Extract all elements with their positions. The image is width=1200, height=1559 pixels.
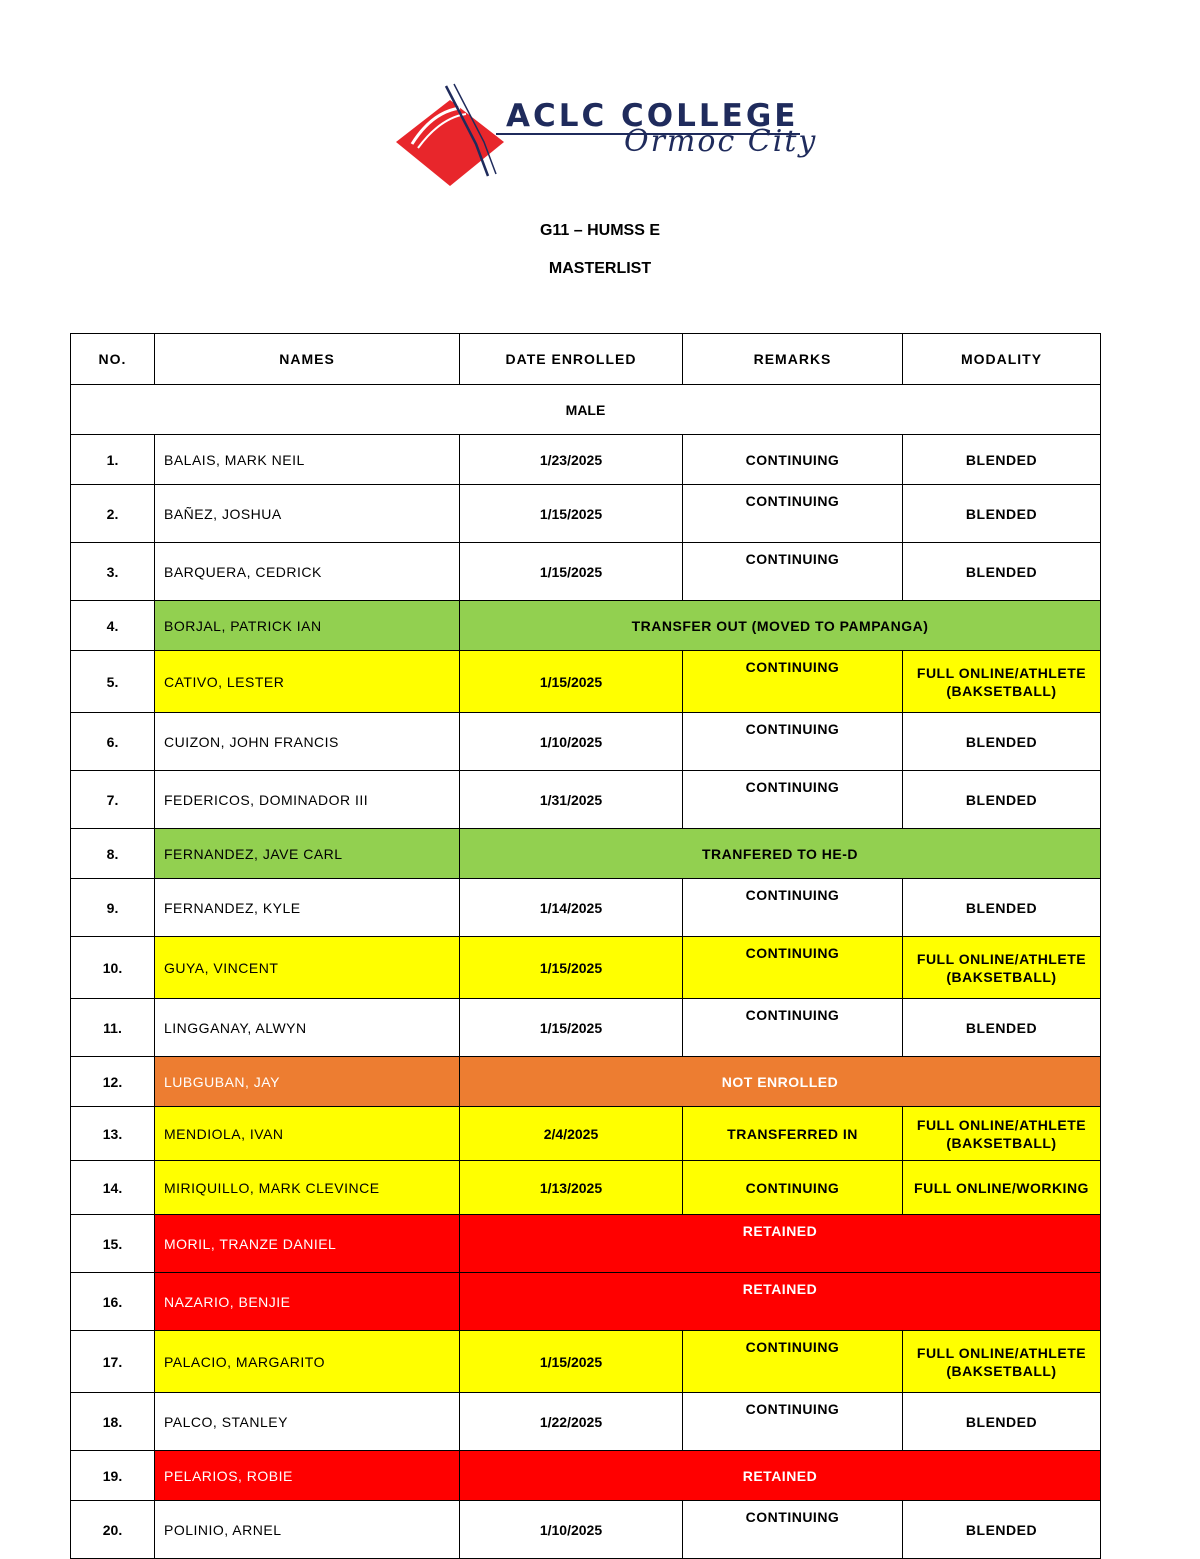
modality-cell: BLENDED	[903, 1393, 1101, 1451]
row-number: 2.	[71, 485, 155, 543]
row-number: 11.	[71, 999, 155, 1057]
table-row	[71, 1107, 1101, 1161]
row-number: 4.	[71, 601, 155, 651]
student-name: MENDIOLA, IVAN	[155, 1107, 460, 1161]
row-number: 3.	[71, 543, 155, 601]
col-header-names: NAMES	[155, 334, 460, 385]
table-row	[71, 937, 1101, 999]
col-header-modality: MODALITY	[903, 334, 1101, 385]
modality-cell: BLENDED	[903, 485, 1101, 543]
student-name: LUBGUBAN, JAY	[155, 1057, 460, 1107]
table-row	[71, 1057, 1101, 1107]
modality-cell: FULL ONLINE/ATHLETE (BAKSETBALL)	[903, 937, 1101, 999]
section-row	[71, 385, 1101, 435]
modality-cell: FULL ONLINE/ATHLETE (BAKSETBALL)	[903, 651, 1101, 713]
aclc-college-logo	[392, 82, 818, 190]
table-row	[71, 601, 1101, 651]
table-row	[71, 1331, 1101, 1393]
remarks-cell: CONTINUING	[683, 1393, 903, 1451]
student-name: CATIVO, LESTER	[155, 651, 460, 713]
row-number: 18.	[71, 1393, 155, 1451]
row-number: 5.	[71, 651, 155, 713]
row-number: 8.	[71, 829, 155, 879]
date-enrolled: 1/15/2025	[460, 937, 683, 999]
modality-cell: BLENDED	[903, 771, 1101, 829]
date-enrolled: 1/10/2025	[460, 1501, 683, 1559]
remarks-cell: CONTINUING	[683, 937, 903, 999]
date-enrolled: 1/15/2025	[460, 1331, 683, 1393]
student-name: POLINIO, ARNEL	[155, 1501, 460, 1559]
section-label: MALE	[71, 385, 1101, 435]
student-name: GUYA, VINCENT	[155, 937, 460, 999]
col-header-remarks: REMARKS	[683, 334, 903, 385]
remarks-cell: CONTINUING	[683, 879, 903, 937]
row-number: 13.	[71, 1107, 155, 1161]
table-header-row	[71, 334, 1101, 385]
masterlist-table	[70, 333, 1101, 1559]
page-title: MASTERLIST	[548, 260, 652, 277]
student-name: MIRIQUILLO, MARK CLEVINCE	[155, 1161, 460, 1215]
row-number: 16.	[71, 1273, 155, 1331]
remarks-cell: CONTINUING	[683, 1501, 903, 1559]
remarks-cell: TRANSFERRED IN	[683, 1107, 903, 1161]
table-row	[71, 713, 1101, 771]
table-row	[71, 1393, 1101, 1451]
status-cell: TRANSFER OUT (MOVED TO PAMPANGA)	[460, 601, 1101, 651]
remarks-cell: CONTINUING	[683, 651, 903, 713]
status-cell: TRANFERED TO HE-D	[460, 829, 1101, 879]
table-row	[71, 829, 1101, 879]
student-name: MORIL, TRANZE DANIEL	[155, 1215, 460, 1273]
row-number: 7.	[71, 771, 155, 829]
table-row	[71, 1215, 1101, 1273]
section-title: G11 – HUMSS E	[539, 222, 661, 239]
table-row	[71, 879, 1101, 937]
date-enrolled: 1/15/2025	[460, 543, 683, 601]
date-enrolled: 1/13/2025	[460, 1161, 683, 1215]
row-number: 1.	[71, 435, 155, 485]
status-cell: RETAINED	[460, 1451, 1101, 1501]
student-name: BARQUERA, CEDRICK	[155, 543, 460, 601]
remarks-cell: CONTINUING	[683, 543, 903, 601]
logo-script: Ormoc City	[624, 124, 818, 159]
student-name: FERNANDEZ, JAVE CARL	[155, 829, 460, 879]
modality-cell: BLENDED	[903, 713, 1101, 771]
table-row	[71, 1161, 1101, 1215]
row-number: 14.	[71, 1161, 155, 1215]
col-header-date-enrolled: DATE ENROLLED	[460, 334, 683, 385]
remarks-cell: CONTINUING	[683, 485, 903, 543]
remarks-cell: CONTINUING	[683, 771, 903, 829]
student-name: CUIZON, JOHN FRANCIS	[155, 713, 460, 771]
status-cell: NOT ENROLLED	[460, 1057, 1101, 1107]
remarks-cell: CONTINUING	[683, 435, 903, 485]
modality-cell: FULL ONLINE/ATHLETE (BAKSETBALL)	[903, 1331, 1101, 1393]
date-enrolled: 2/4/2025	[460, 1107, 683, 1161]
modality-cell: BLENDED	[903, 435, 1101, 485]
student-name: BALAIS, MARK NEIL	[155, 435, 460, 485]
student-name: FERNANDEZ, KYLE	[155, 879, 460, 937]
modality-cell: BLENDED	[903, 1501, 1101, 1559]
student-name: FEDERICOS, DOMINADOR III	[155, 771, 460, 829]
date-enrolled: 1/15/2025	[460, 999, 683, 1057]
student-name: PALCO, STANLEY	[155, 1393, 460, 1451]
table-row	[71, 1451, 1101, 1501]
table-row	[71, 1273, 1101, 1331]
date-enrolled: 1/10/2025	[460, 713, 683, 771]
modality-cell: FULL ONLINE/ATHLETE (BAKSETBALL)	[903, 1107, 1101, 1161]
date-enrolled: 1/31/2025	[460, 771, 683, 829]
table-row	[71, 435, 1101, 485]
date-enrolled: 1/15/2025	[460, 651, 683, 713]
date-enrolled: 1/15/2025	[460, 485, 683, 543]
table-row	[71, 543, 1101, 601]
modality-cell: BLENDED	[903, 999, 1101, 1057]
remarks-cell: CONTINUING	[683, 1331, 903, 1393]
table-row	[71, 771, 1101, 829]
table-row	[71, 1501, 1101, 1559]
row-number: 12.	[71, 1057, 155, 1107]
row-number: 20.	[71, 1501, 155, 1559]
modality-cell: BLENDED	[903, 879, 1101, 937]
student-name: LINGGANAY, ALWYN	[155, 999, 460, 1057]
row-number: 15.	[71, 1215, 155, 1273]
status-cell: RETAINED	[460, 1215, 1101, 1273]
student-name: NAZARIO, BENJIE	[155, 1273, 460, 1331]
row-number: 19.	[71, 1451, 155, 1501]
remarks-cell: CONTINUING	[683, 713, 903, 771]
modality-cell: BLENDED	[903, 543, 1101, 601]
remarks-cell: CONTINUING	[683, 999, 903, 1057]
row-number: 9.	[71, 879, 155, 937]
student-name: BAÑEZ, JOSHUA	[155, 485, 460, 543]
table-row	[71, 999, 1101, 1057]
row-number: 6.	[71, 713, 155, 771]
logo-name: ACLC COLLEGE	[506, 98, 799, 134]
col-header-no: NO.	[71, 334, 155, 385]
table-row	[71, 485, 1101, 543]
table-row	[71, 651, 1101, 713]
remarks-cell: CONTINUING	[683, 1161, 903, 1215]
row-number: 10.	[71, 937, 155, 999]
date-enrolled: 1/23/2025	[460, 435, 683, 485]
status-cell: RETAINED	[460, 1273, 1101, 1331]
modality-cell: FULL ONLINE/WORKING	[903, 1161, 1101, 1215]
student-name: PALACIO, MARGARITO	[155, 1331, 460, 1393]
row-number: 17.	[71, 1331, 155, 1393]
student-name: PELARIOS, ROBIE	[155, 1451, 460, 1501]
date-enrolled: 1/14/2025	[460, 879, 683, 937]
student-name: BORJAL, PATRICK IAN	[155, 601, 460, 651]
date-enrolled: 1/22/2025	[460, 1393, 683, 1451]
